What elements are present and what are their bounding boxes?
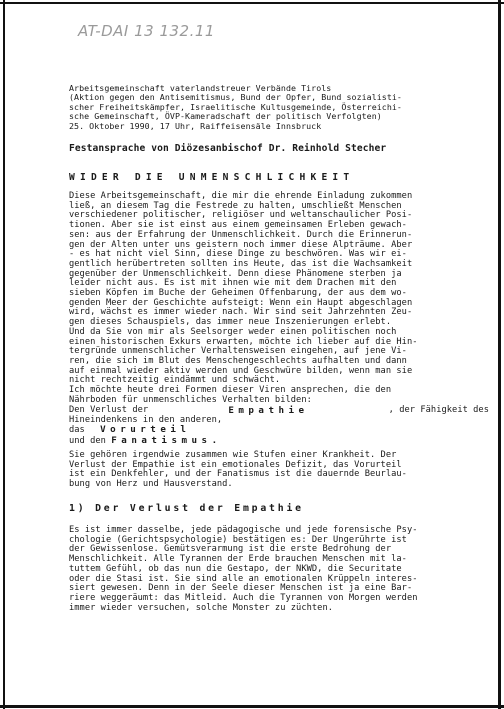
text-line: gentlich herübertreten sollten ins Heute, das ist die Wachsamkeit bbox=[69, 258, 413, 269]
archive-stamp: AT-DAI 13 132.11 bbox=[78, 22, 215, 40]
header-line: (Aktion gegen den Antisemitismus, Bund der Opfer, Bund sozialisti- bbox=[69, 92, 402, 103]
text-line: riere weggeräumt: das Mitleid. Auch die Tyrannen von Morgen werden bbox=[69, 592, 418, 603]
text-line: ren, die sich im Blut des Menschengeschlechts aufhalten und dann bbox=[69, 355, 407, 366]
text-line: Menschlichkeit. Alle Tyrannen der Erde brauchen Menschen mit la- bbox=[69, 554, 407, 565]
document-title: WIDER DIE UNMENSCHLICHKEIT bbox=[69, 172, 355, 183]
form-suffix: , der Fähigkeit des bbox=[388, 405, 489, 415]
three-forms-list bbox=[69, 406, 489, 447]
section-heading: 1) Der Verlust der Empathie bbox=[69, 503, 304, 514]
text-line: wird, wächst es immer wieder nach. Wir sind seit Jahrzehnten Zeu- bbox=[69, 307, 413, 318]
form-prefix: Den Verlust der bbox=[69, 405, 149, 415]
text-line: ist ein Denkfehler, und der Fanatismus ist die dauernde Beurlau- bbox=[69, 469, 407, 480]
text-line: Nährboden für unmenschliches Verhalten bilden: bbox=[69, 394, 312, 405]
term-fanatismus: Fanatismus. bbox=[111, 435, 222, 447]
scan-edge-left bbox=[3, 0, 5, 709]
text-line: einen historischen Exkurs erwarten, möchte ich lieber auf die Hin- bbox=[69, 336, 418, 347]
text-line: sieben Köpfen im Buche der Geheimen Offenbarung, der aus dem wo- bbox=[69, 288, 407, 299]
text-line: tionen. Aber sie ist einst aus einem gemeinsamen Erleben gewach- bbox=[69, 220, 407, 231]
text-line: Diese Arbeitsgemeinschaft, die mir die ehrende Einladung zukommen bbox=[69, 191, 413, 201]
text-line: sen: aus der Erfahrung der Unmenschlichkeit. Durch die Erinnerun- bbox=[69, 229, 413, 240]
text-line: der Gewissenlose. Gemütsverarmung ist die erste Bedrohung der bbox=[69, 544, 392, 555]
form-line: Hineindenkens in den anderen, bbox=[69, 414, 223, 425]
text-line: genden Meer der Geschichte aufsteigt: Wenn ein Haupt abgeschlagen bbox=[69, 297, 413, 308]
text-line: bung von Herz und Hausverstand. bbox=[69, 479, 233, 490]
text-line: chologie (Gerichtspsychologie) bestätigen es: Der Ungerührte ist bbox=[69, 534, 407, 545]
text-line: gen der Alten unter uns geistern noch immer diese Alpträume. Aber bbox=[69, 239, 413, 250]
paragraph-2 bbox=[69, 451, 489, 490]
scan-edge-bottom bbox=[0, 705, 504, 708]
header-line: Arbeitsgemeinschaft vaterlandstreuer Verbände Tirols bbox=[69, 83, 332, 93]
form-prefix: das bbox=[69, 425, 85, 436]
text-line: Sie gehören irgendwie zusammen wie Stufen einer Krankheit. Der bbox=[69, 450, 397, 460]
paragraph-3 bbox=[69, 526, 489, 613]
scan-edge-top bbox=[0, 2, 504, 4]
header-line: scher Freiheitskämpfer, Israelitische Kultusgemeinde, Österreichi- bbox=[69, 101, 402, 112]
scan-edge-right bbox=[498, 0, 501, 709]
text-line: nicht rechtzeitig eindämmt und schwächt. bbox=[69, 375, 281, 386]
text-line: gen dieses Schauspiels, das immer neue Inszenierungen erlebt. bbox=[69, 317, 392, 328]
text-line: Und da Sie von mir als Seelsorger weder einen politischen noch bbox=[69, 326, 397, 337]
text-line: tergründe unmenschlicher Verhaltensweisen eingehen, auf jene Vi- bbox=[69, 346, 407, 357]
text-line: immer wieder versuchen, solche Monster zu züchten. bbox=[69, 602, 334, 613]
term-empathie: Empathie bbox=[228, 405, 309, 416]
text-line: Es ist immer dasselbe, jede pädagogische und jede forensische Psy- bbox=[69, 525, 418, 535]
form-fanatismus-line bbox=[69, 436, 489, 447]
header-block bbox=[69, 84, 489, 131]
paragraph-1 bbox=[69, 192, 489, 405]
text-line: siert gewesen. Denn in der Seele dieser Menschen ist ja eine Bar- bbox=[69, 583, 413, 594]
text-line: leider nicht aus. Es ist mit ihnen wie mit dem Drachen mit den bbox=[69, 278, 397, 289]
festansprache-line: Festansprache von Diözesanbischof Dr. Reinhold Stecher bbox=[69, 143, 387, 154]
text-line: verschiedener politischer, religiöser und weltanschaulicher Posi- bbox=[69, 210, 413, 221]
header-line: sche Gemeinschaft, ÖVP-Kameradschaft der politisch Verfolgten) bbox=[69, 111, 382, 122]
header-line: 25. Oktober 1990, 17 Uhr, Raiffeisensäle Innsbruck bbox=[69, 120, 322, 131]
form-prefix: und den bbox=[69, 436, 106, 447]
text-line: auf einmal wieder aktiv werden und Geschwüre bilden, wenn man sie bbox=[69, 365, 413, 376]
text-line: ließ, an diesem Tag die Festrede zu halten, umschließt Menschen bbox=[69, 200, 402, 211]
text-line: oder die Stasi ist. Sie sind alle an emotionalen Krüppeln interes- bbox=[69, 573, 418, 584]
term-vorurteil: Vorurteil bbox=[100, 424, 191, 436]
text-line: gegenüber der Unmenschlichkeit. Denn diese Phänomene sterben ja bbox=[69, 268, 402, 279]
text-line: - es hat nicht viel Sinn, diese Dinge zu beschwören. Was wir ei- bbox=[69, 249, 407, 260]
text-line: Verlust der Empathie ist ein emotionales Defizit, das Vorurteil bbox=[69, 459, 402, 470]
text-line: tuttem Gefühl, ob das nun die Gestapo, der NKWD, die Securitate bbox=[69, 563, 402, 574]
text-line: Ich möchte heute drei Formen dieser Viren ansprechen, die den bbox=[69, 385, 392, 396]
